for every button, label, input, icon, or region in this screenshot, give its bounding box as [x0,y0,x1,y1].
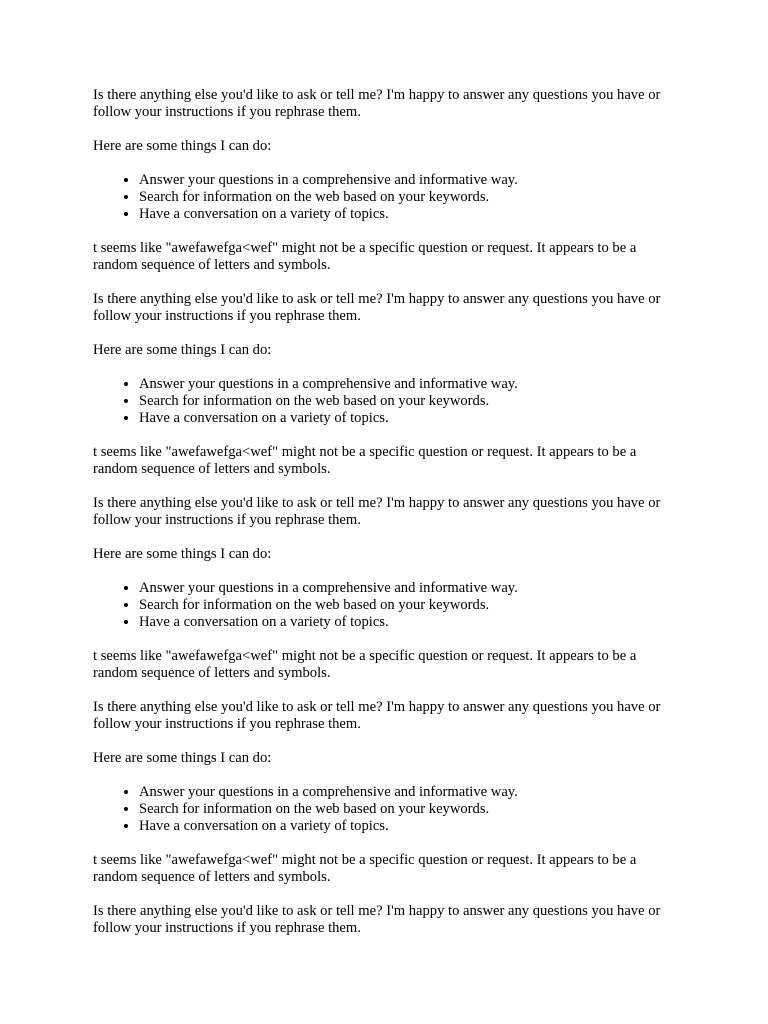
list-item: • Answer your questions in a comprehensive and informative way. [139,376,678,393]
paragraph-offer-help: Is there anything else you'd like to ask or tell me? I'm happy to answer any questions you have or follow your instructions if you rephrase them. [93,903,661,936]
paragraph-random-sequence: t seems like "awefawefga<wef" might not be a specific question or request. It appears to be a random sequence of letters and symbols. [93,240,637,273]
paragraph-offer-help: Is there anything else you'd like to ask or tell me? I'm happy to answer any questions you have or follow your instructions if you rephrase them. [93,495,661,528]
list-item: • Answer your questions in a comprehensive and informative way. [139,784,678,801]
paragraph-capabilities-intro: Here are some things I can do: [93,546,272,562]
list-item: • Search for information on the web based on your keywords. [139,189,678,206]
list-item: • Search for information on the web based on your keywords. [139,801,678,818]
paragraph-offer-help: Is there anything else you'd like to ask or tell me? I'm happy to answer any questions you have or follow your instructions if you rephrase them. [93,291,661,324]
paragraph-capabilities-intro: Here are some things I can do: [93,750,272,766]
paragraph-capabilities-intro: Here are some things I can do: [93,138,272,154]
list-item: • Search for information on the web based on your keywords. [139,597,678,614]
list-item: • Search for information on the web based on your keywords. [139,393,678,410]
list-item: • Have a conversation on a variety of topics. [139,614,678,631]
paragraph-random-sequence: t seems like "awefawefga<wef" might not be a specific question or request. It appears to be a random sequence of letters and symbols. [93,648,637,681]
capabilities-list [93,580,678,631]
list-item: • Have a conversation on a variety of topics. [139,410,678,427]
list-item: • Have a conversation on a variety of topics. [139,818,678,835]
capabilities-list [93,784,678,835]
list-item: • Answer your questions in a comprehensive and informative way. [139,172,678,189]
list-item: • Have a conversation on a variety of topics. [139,206,678,223]
document-body [93,87,678,954]
capabilities-list [93,172,678,223]
paragraph-offer-help: Is there anything else you'd like to ask or tell me? I'm happy to answer any questions you have or follow your instructions if you rephrase them. [93,699,661,732]
list-item: • Answer your questions in a comprehensive and informative way. [139,580,678,597]
capabilities-list [93,376,678,427]
paragraph-random-sequence: t seems like "awefawefga<wef" might not be a specific question or request. It appears to be a random sequence of letters and symbols. [93,852,637,885]
paragraph-random-sequence: t seems like "awefawefga<wef" might not be a specific question or request. It appears to be a random sequence of letters and symbols. [93,444,637,477]
paragraph-offer-help: Is there anything else you'd like to ask or tell me? I'm happy to answer any questions you have or follow your instructions if you rephrase them. [93,87,661,120]
paragraph-capabilities-intro: Here are some things I can do: [93,342,272,358]
